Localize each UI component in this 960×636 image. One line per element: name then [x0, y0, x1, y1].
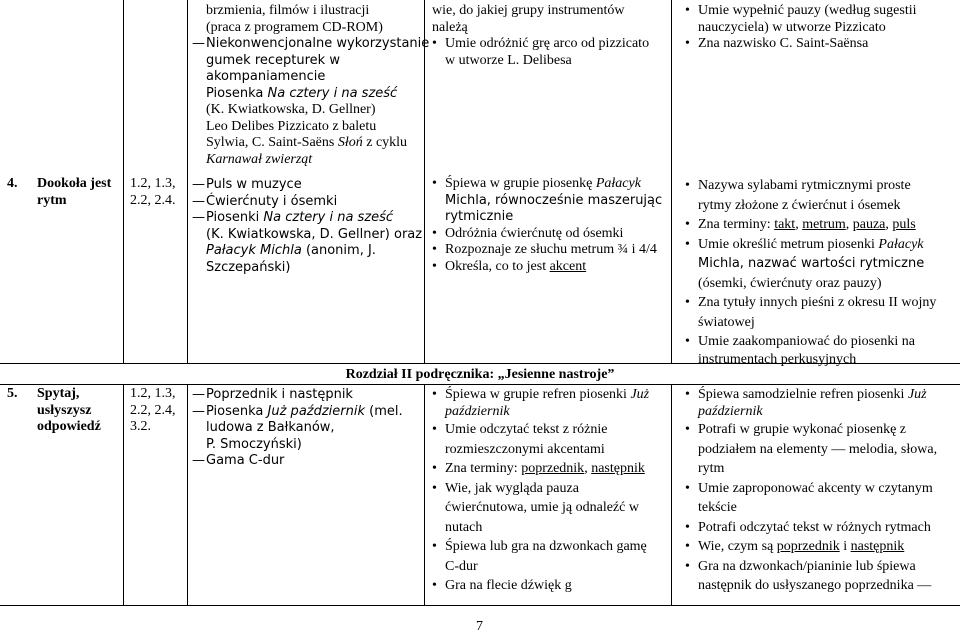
- text: Piosenka: [206, 403, 268, 419]
- text-line: P. Smoczyński): [206, 436, 302, 452]
- text-line: (praca z programem CD-ROM): [206, 19, 383, 35]
- lesson-title-line: odpowiedź: [37, 419, 101, 434]
- text-line: Michla, równocześnie maszerując: [445, 192, 663, 208]
- term: następnik: [850, 539, 905, 554]
- row4-title: [37, 176, 111, 209]
- text: (mel.: [365, 403, 403, 419]
- bullet-item: • Zna nazwisko C. Saint-Saënsa: [685, 36, 917, 53]
- text: z cyklu: [362, 135, 408, 150]
- section-header: Rozdział II podręcznika: „Jesienne nastroje”: [345, 367, 615, 382]
- bullet-item: • Gra na dzwonkach/pianinie lub śpiewa: [685, 557, 937, 577]
- dash-marker: [192, 36, 206, 51]
- text-line: (K. Kwiatkowska, D. Gellner) oraz: [206, 226, 423, 242]
- row5-codes: [130, 386, 176, 436]
- song-title: Pałacyk Michla: [206, 243, 302, 258]
- text: Poprzednik i następnik: [206, 387, 353, 402]
- text-line: ludowa z Bałkanów,: [206, 420, 335, 435]
- code-line: 1.2, 1.3,: [130, 386, 176, 401]
- code-line: 2.2, 2.4.: [130, 192, 176, 208]
- dash-marker: [192, 194, 206, 209]
- lesson-title-line: Spytaj,: [37, 386, 80, 401]
- bullet-item: • Potrafi w grupie wykonać piosenkę z: [685, 420, 937, 440]
- col-divider-1b: [123, 384, 124, 605]
- row4-number: 4.: [7, 176, 18, 191]
- term: pauza: [852, 217, 886, 232]
- text: Piosenka: [206, 85, 268, 101]
- bullet-item: • Umie wypełnić pauzy (według sugestii: [685, 3, 917, 20]
- text: (anonim, J.: [301, 243, 376, 258]
- text: Określa, co to jest: [445, 258, 550, 274]
- row4-basic: [432, 176, 662, 275]
- text-line: nauczyciela) w utworze Pizzicato: [698, 19, 886, 35]
- text-line: [206, 135, 429, 152]
- bullet-item: • Gra na flecie dźwięk g: [432, 576, 649, 596]
- bullet-item: • Zna terminy: takt, metrum, pauza, puls: [685, 215, 936, 235]
- text-line: (K. Kwiatkowska, D. Gellner): [206, 102, 376, 117]
- text-line: rytmy złożone z ćwierćnut i ósemek: [698, 197, 901, 213]
- dash-marker: [192, 453, 206, 468]
- text-line: następnik do usłyszanego poprzednika —: [698, 578, 932, 593]
- text: Wie, czym są: [698, 539, 777, 554]
- text-line: [192, 210, 422, 227]
- term: poprzednik: [776, 539, 840, 554]
- top-extended-cell: [685, 3, 917, 53]
- row5-number: 5.: [7, 386, 18, 401]
- text-line: Michla, nazwać wartości rytmiczne: [698, 256, 925, 271]
- text-line: [192, 36, 429, 53]
- row-divider-section: [0, 384, 960, 385]
- dash-marker: [192, 177, 206, 192]
- term: akcent: [549, 258, 587, 274]
- text-line: instrumentach perkusyjnych: [698, 351, 857, 367]
- text-line: gumek recepturek w: [206, 52, 340, 68]
- bullet-item: • Nazywa sylabami rytmicznymi proste: [685, 176, 936, 196]
- text: Ćwierćnuty i ósemki: [206, 193, 338, 209]
- text: i: [839, 539, 851, 554]
- text-line: Leo Delibes Pizzicato z baletu: [206, 118, 377, 134]
- bullet-item: • Umie zaproponować akcenty w czytanym: [685, 479, 937, 499]
- text-line: [192, 194, 422, 211]
- bullet-item: • Śpiewa lub gra na dzwonkach gamę: [432, 537, 649, 557]
- dash-marker: [192, 404, 206, 419]
- row5-basic: [432, 386, 649, 596]
- piece-title: Słoń: [337, 135, 363, 150]
- col-divider-3b: [424, 384, 425, 605]
- text: Piosenki: [206, 210, 264, 225]
- song-title: Na cztery i na sześć: [263, 210, 394, 225]
- row5-extended: [685, 386, 937, 596]
- bullet-item: • Zna terminy: poprzednik, następnik: [432, 459, 649, 479]
- col-divider-2b: [187, 384, 188, 605]
- text-line: Szczepański): [206, 259, 291, 275]
- row4-codes: [130, 176, 176, 209]
- col-divider-4: [671, 0, 672, 363]
- text: Puls w muzyce: [206, 177, 302, 192]
- dash-marker: [192, 210, 206, 225]
- text: Śpiewa w grupie piosenkę: [445, 176, 596, 191]
- text-line: [192, 243, 422, 260]
- code-line: 2.2, 2.4,: [130, 402, 176, 418]
- col-divider-1: [123, 0, 124, 363]
- text: Niekonwencjonalne wykorzystanie: [206, 36, 430, 51]
- page-number: 7: [476, 619, 483, 634]
- bullet-item: • Umie odczytać tekst z różnie: [432, 420, 649, 440]
- text: Zna terminy:: [698, 217, 775, 232]
- text: Sylwia, C. Saint-Saëns: [206, 135, 338, 150]
- col-divider-2: [187, 0, 188, 363]
- term: takt: [774, 217, 796, 232]
- row5-material: [192, 387, 403, 470]
- text: Gama C-dur: [206, 453, 285, 468]
- term: puls: [892, 217, 916, 232]
- bullet-item: • Odróżnia ćwierćnutę od ósemki: [432, 226, 662, 243]
- text-line: wie, do jakiej grupy instrumentów: [432, 3, 625, 18]
- bullet-item: • Umie odróżnić grę arco od pizzicato: [432, 36, 649, 53]
- text-line: Karnawał zwierząt: [206, 151, 313, 167]
- text-line: rozmieszczonymi akcentami: [445, 441, 605, 457]
- text-line: październik: [445, 404, 510, 419]
- song-title: Już: [907, 387, 927, 402]
- lesson-title-line: Dookoła jest: [37, 176, 112, 191]
- bullet-item: [685, 537, 937, 557]
- dash-marker: [192, 387, 206, 402]
- text-line: brzmienia, filmów i ilustracji: [206, 3, 370, 18]
- row5-title: [37, 386, 101, 436]
- bullet-item: • Umie zaakompaniować do piosenki na: [685, 332, 936, 352]
- table-bottom-border: [0, 605, 960, 606]
- row4-extended: [685, 176, 936, 367]
- bullet-item: • Zna tytuły innych pieśni z okresu II wojny: [685, 293, 936, 313]
- text-line: w utworze L. Delibesa: [445, 52, 572, 68]
- bullet-item: [432, 176, 662, 193]
- term: metrum: [802, 217, 846, 232]
- text: Umie określić metrum piosenki: [698, 236, 879, 252]
- song-title: Na cztery i na sześć: [267, 85, 398, 101]
- text-line: podziałem na elementy — melodia, słowa,: [698, 441, 938, 457]
- bullet-item: [432, 386, 649, 403]
- term: poprzednik: [521, 461, 585, 476]
- text-line: [192, 177, 422, 194]
- text-line: C-dur: [445, 558, 478, 574]
- text-line: [206, 86, 429, 103]
- bullet-item: [685, 235, 936, 255]
- top-basic-cell: [432, 3, 649, 69]
- song-title: Pałacyk: [878, 236, 924, 252]
- text-line: ćwierćnutowa, umie ją odnaleźć w: [445, 500, 639, 515]
- bullet-item: [432, 259, 662, 276]
- text-line: rytmicznie: [445, 209, 514, 224]
- song-title: Już październik: [267, 403, 366, 419]
- text: Śpiewa w grupie refren piosenki: [445, 387, 631, 402]
- lesson-title-line: usłyszysz: [37, 402, 92, 418]
- lesson-title-line: rytm: [37, 192, 67, 208]
- song-title: Już: [630, 387, 650, 402]
- text-line: akompaniamencie: [206, 69, 326, 84]
- bullet-item: • Wie, jak wygląda pauza: [432, 479, 649, 499]
- bullet-item: • Rozpoznaje ze słuchu metrum ¾ i 4/4: [432, 242, 662, 259]
- text-line: rytm: [698, 461, 725, 476]
- term: następnik: [591, 461, 645, 476]
- text-line: (ósemki, ćwierćnuty oraz pauzy): [698, 275, 882, 291]
- text-line: [192, 387, 403, 404]
- text-line: tekście: [698, 500, 737, 515]
- text-line: światowej: [698, 314, 755, 330]
- bullet-item: [685, 386, 937, 403]
- song-title: Pałacyk: [595, 176, 641, 191]
- bullet-item: • Potrafi odczytać tekst w różnych rytmach: [685, 518, 937, 538]
- top-material-cell: [206, 3, 429, 168]
- text: Śpiewa samodzielnie refren piosenki: [698, 387, 908, 402]
- code-line: 1.2, 1.3,: [130, 176, 176, 191]
- text-line: należą: [432, 19, 468, 35]
- code-line: 3.2.: [130, 419, 151, 434]
- text-line: październik: [698, 404, 763, 419]
- text-line: nutach: [445, 519, 483, 535]
- text-line: [192, 404, 403, 421]
- text: Zna terminy:: [445, 461, 522, 476]
- text-line: [192, 453, 403, 470]
- row4-material: [192, 177, 422, 276]
- col-divider-4b: [671, 384, 672, 605]
